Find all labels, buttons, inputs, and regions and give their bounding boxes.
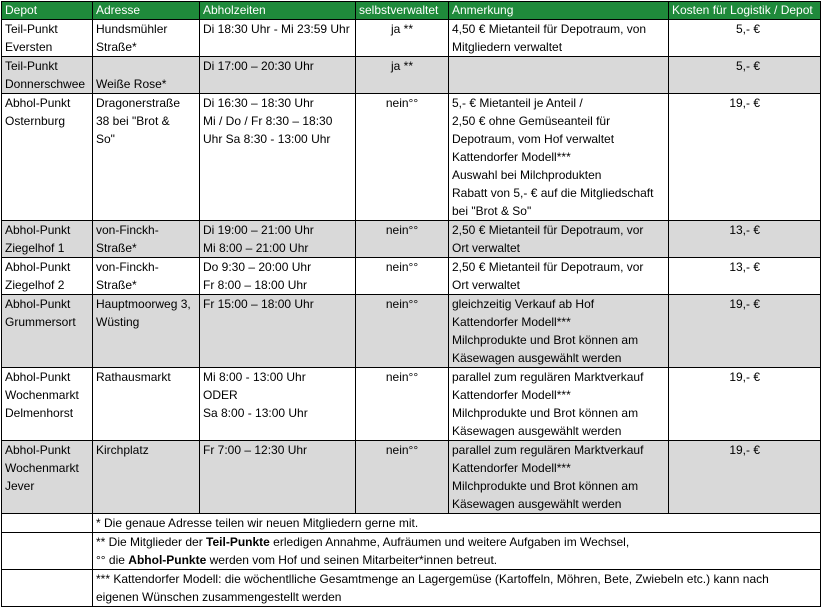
note-cell [449, 57, 669, 94]
address-cell [93, 295, 200, 368]
note-cell-line: 2,50 € Mietanteil für Depotraum, vor [452, 223, 644, 237]
times-cell-line: Mi 8:00 - 13:00 Uhr [203, 370, 306, 384]
cost-cell: 19,- € [669, 441, 821, 514]
address-cell [93, 258, 200, 295]
address-cell-line: Straße* [96, 40, 137, 54]
address-cell-line: Hauptmoorweg 3, [96, 297, 191, 311]
depot-cell [2, 57, 93, 94]
note-cell-line: Milchprodukte und Brot können am [452, 333, 639, 347]
note-cell-line: parallel zum regulären Marktverkauf [452, 370, 644, 384]
times-cell-line: Mi / Do / Fr 8:30 – 18:30 [203, 114, 333, 128]
cost-cell: 19,- € [669, 368, 821, 441]
note-kattendorfer: *** Kattendorfer Modell: die wöchentlliche Gesamtmenge an Lagergemüse (Kartoffeln, Möhren, Bete, Zwiebeln etc.) kann nach eigenen Wünschen zusammengestellt werden [93, 570, 821, 607]
times-cell-line: Mi 8:00 – 21:00 Uhr [203, 241, 309, 255]
note-row-1 [2, 514, 821, 533]
note-cell-line: gleichzeitig Verkauf ab Hof [452, 297, 595, 311]
self-managed-cell: nein°° [356, 295, 449, 368]
times-cell [200, 221, 356, 258]
depot-cell-line: Wochenmarkt [5, 461, 79, 475]
depot-cell-line: Delmenhorst [5, 406, 74, 420]
note-cell-line: 2,50 € ohne Gemüseanteil für [452, 114, 611, 128]
note-cell-line: Ort verwaltet [452, 241, 521, 255]
address-cell [93, 57, 200, 94]
note-cell-line: 4,50 € Mietanteil für Depotraum, von [452, 22, 647, 36]
note-cell [449, 20, 669, 57]
address-cell-line: Weiße Rose* [96, 77, 167, 91]
times-cell [200, 441, 356, 514]
times-cell [200, 258, 356, 295]
times-cell-line: Sa 8:00 - 13:00 Uhr [203, 406, 308, 420]
note-cell-line: Kattendorfer Modell*** [452, 388, 571, 402]
times-cell [200, 57, 356, 94]
depot-cell-line: Abhol-Punkt [5, 260, 71, 274]
note-cell [449, 441, 669, 514]
cost-cell: 19,- € [669, 94, 821, 221]
times-cell-line: Di 16:30 – 18:30 Uhr [203, 96, 314, 110]
note-cell-line: Kattendorfer Modell*** [452, 461, 571, 475]
cost-cell: 19,- € [669, 295, 821, 368]
depot-cell [2, 295, 93, 368]
address-cell-line: Dragonerstraße [96, 96, 181, 110]
table-row [2, 368, 821, 441]
address-cell-line [96, 57, 196, 75]
address-cell-line: Kirchplatz [96, 443, 149, 457]
note-cell-line: Mitgliedern verwaltet [452, 40, 563, 54]
table-row [2, 295, 821, 368]
header-abholzeiten: Abholzeiten [200, 2, 356, 20]
table-row [2, 221, 821, 258]
cost-cell: 13,- € [669, 221, 821, 258]
note-cell-line: Rabatt von 5,- € auf die Mitgliedschaft [452, 186, 654, 200]
depot-cell-line: Grummersort [5, 315, 76, 329]
depot-cell [2, 20, 93, 57]
times-cell-line: ODER [203, 388, 238, 402]
depot-cell-line: Abhol-Punkt [5, 223, 71, 237]
header-row [2, 2, 821, 20]
times-cell-line: Di 17:00 – 20:30 Uhr [203, 59, 314, 73]
note-cell-line: Käsewagen ausgewählt werden [452, 351, 622, 365]
note-cell [449, 221, 669, 258]
table-row [2, 20, 821, 57]
table-row [2, 258, 821, 295]
times-cell [200, 94, 356, 221]
address-cell [93, 441, 200, 514]
address-cell-line: von-Finckh- [96, 260, 159, 274]
header-selbstverwaltet: selbstverwaltet [356, 2, 449, 20]
note-cell-line: parallel zum regulären Marktverkauf [452, 443, 644, 457]
address-cell-line: 38 bei "Brot & [96, 114, 170, 128]
address-cell [93, 94, 200, 221]
depot-cell [2, 221, 93, 258]
depot-cell-line: Ziegelhof 2 [5, 278, 65, 292]
times-cell-line: Fr 15:00 – 18:00 Uhr [203, 297, 314, 311]
self-managed-cell: nein°° [356, 258, 449, 295]
address-cell-line: von-Finckh- [96, 223, 159, 237]
depot-cell-line: Donnerschwee [5, 77, 86, 91]
note-cell-line: Depotraum, vom Hof verwaltet [452, 132, 615, 146]
depot-cell-line: Osternburg [5, 114, 66, 128]
times-cell-line: Di 19:00 – 21:00 Uhr [203, 223, 314, 237]
address-cell-line: Straße* [96, 241, 137, 255]
note-cell-line: Milchprodukte und Brot können am [452, 406, 639, 420]
table-row [2, 94, 821, 221]
cost-cell: 5,- € [669, 20, 821, 57]
address-cell-line: Hundsmühler [96, 22, 168, 36]
table-row [2, 441, 821, 514]
note-cell [449, 94, 669, 221]
address-cell-line: Wüsting [96, 315, 140, 329]
self-managed-cell: ja ** [356, 57, 449, 94]
note-teil-punkte: ** Die Mitglieder der Teil-Punkte erledigen Annahme, Aufräumen und weitere Aufgaben im Wechsel, [96, 535, 630, 549]
note-cell-line: 5,- € Mietanteil je Anteil / [452, 96, 583, 110]
depot-cell [2, 258, 93, 295]
times-cell-line: Di 18:30 Uhr - Mi 23:59 Uhr [203, 22, 350, 36]
note-row-2 [2, 533, 821, 570]
note-cell-line: Auswahl bei Milchprodukten [452, 168, 602, 182]
note-row-3 [2, 570, 821, 607]
header-kosten: Kosten für Logistik / Depot [669, 2, 821, 20]
address-cell [93, 221, 200, 258]
note-teil-abhol [93, 533, 821, 570]
depot-cell-line: Jever [5, 479, 35, 493]
times-cell [200, 295, 356, 368]
header-adresse: Adresse [93, 2, 200, 20]
note-cell-line: Käsewagen ausgewählt werden [452, 424, 622, 438]
self-managed-cell: nein°° [356, 441, 449, 514]
note-address: * Die genaue Adresse teilen wir neuen Mitgliedern gerne mit. [93, 514, 821, 533]
header-anmerkung: Anmerkung [449, 2, 669, 20]
header-depot: Depot [2, 2, 93, 20]
self-managed-cell: nein°° [356, 368, 449, 441]
cost-cell: 5,- € [669, 57, 821, 94]
note-cell [449, 368, 669, 441]
note-cell-line: bei "Brot & So" [452, 204, 532, 218]
depot-table [1, 1, 821, 607]
address-cell-line: Rathausmarkt [96, 370, 171, 384]
depot-cell [2, 441, 93, 514]
self-managed-cell: ja ** [356, 20, 449, 57]
depot-cell-line: Wochenmarkt [5, 388, 79, 402]
address-cell-line: Straße* [96, 278, 137, 292]
depot-cell-line: Ziegelhof 1 [5, 241, 65, 255]
depot-cell-line: Abhol-Punkt [5, 297, 71, 311]
note-cell [449, 258, 669, 295]
note-cell-line: Milchprodukte und Brot können am [452, 479, 639, 493]
note-cell-line: Kattendorfer Modell*** [452, 150, 571, 164]
cost-cell: 13,- € [669, 258, 821, 295]
depot-cell-line: Teil-Punkt [5, 59, 58, 73]
times-cell-line: Do 9:30 – 20:00 Uhr [203, 260, 312, 274]
depot-cell-line: Teil-Punkt [5, 22, 58, 36]
note-cell-line: Käsewagen ausgewählt werden [452, 497, 622, 511]
address-cell [93, 368, 200, 441]
times-cell-line: Fr 7:00 – 12:30 Uhr [203, 443, 308, 457]
self-managed-cell: nein°° [356, 221, 449, 258]
depot-cell [2, 94, 93, 221]
note-cell-line: Ort verwaltet [452, 278, 521, 292]
note-abhol-punkte: °° die Abhol-Punkte werden vom Hof und seinen Mitarbeiter*innen betreut. [96, 553, 498, 567]
self-managed-cell: nein°° [356, 94, 449, 221]
depot-cell-line: Abhol-Punkt [5, 96, 71, 110]
depot-cell-line: Abhol-Punkt [5, 370, 71, 384]
note-cell [449, 295, 669, 368]
address-cell-line: So" [96, 132, 115, 146]
note-cell-line: Kattendorfer Modell*** [452, 315, 571, 329]
times-cell [200, 368, 356, 441]
depot-cell-line: Eversten [5, 40, 53, 54]
depot-cell [2, 368, 93, 441]
address-cell [93, 20, 200, 57]
table-row [2, 57, 821, 94]
times-cell-line: Fr 8:00 – 18:00 Uhr [203, 278, 308, 292]
note-cell-line: 2,50 € Mietanteil für Depotraum, vor [452, 260, 644, 274]
times-cell [200, 20, 356, 57]
times-cell-line: Uhr Sa 8:30 - 13:00 Uhr [203, 132, 331, 146]
depot-cell-line: Abhol-Punkt [5, 443, 71, 457]
